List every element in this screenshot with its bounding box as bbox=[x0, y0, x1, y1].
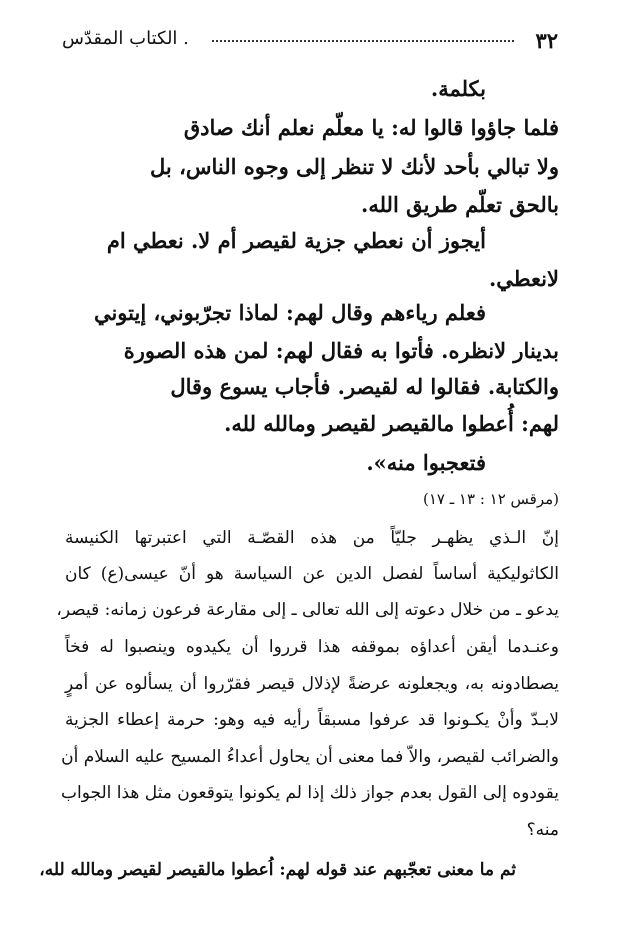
verse-line: بالحق تعلّم طريق الله. bbox=[361, 192, 559, 217]
paragraph-line: الكاثوليكية أساساً لفصل الدين عن السياسة هو أنّ عيسى(ع) كان bbox=[65, 564, 559, 584]
paragraph-line: يصطادونه به، ويجعلونه عرضةً لإذلال قيصر فقرّروا أن يسألوه عن أمرٍ bbox=[65, 674, 559, 694]
verse-line: فعلم رياءهم وقال لهم: لماذا تجرّبوني، إيتوني bbox=[93, 300, 486, 325]
paragraph-line: يدعو ـ من خلال دعوته إلى الله تعالى ـ إلى مقارعة فرعون زمانه: قيصر، bbox=[56, 600, 559, 620]
paragraph-line: لابـدّ وأنْ يكـونوا قد عرفوا مسبقاً رأيه فيه وهو: حرمة إعطاء الجزية bbox=[65, 710, 559, 730]
paragraph-line: منه؟ bbox=[526, 820, 559, 840]
paragraph-line: والضرائب لقيصر، والاّ فما معنى أن يحاول أعداءُ المسيح عليه السلام أن bbox=[61, 747, 559, 767]
page-number: ٣٢ bbox=[535, 28, 558, 53]
verse-line: ولا تبالي بأحد لأنك لا تنظر إلى وجوه الناس، بل bbox=[150, 154, 559, 179]
paragraph-line: وعنـدما أيقن أعداؤه بموقفه هذا قرروا أن يكيدوه وينصبوا له فخاً bbox=[65, 637, 559, 657]
paragraph-line: إنّ الـذي يظهـر جليّاً من هذه القصّـة التي اعتبرتها الكنيسة bbox=[65, 528, 559, 548]
question-line: ثم ما معنى تعجّبهم عند قوله لهم: اُعطوا مالقيصر لقيصر ومالله لله، bbox=[39, 860, 516, 880]
verse-line: فتعجبوا منه». bbox=[366, 450, 486, 475]
verse-line: فلما جاؤوا قالوا له: يا معلّم نعلم أنك صادق bbox=[183, 115, 559, 140]
verse-line: والكتابة. فقالوا له لقيصر. فأجاب يسوع وقال bbox=[170, 374, 559, 399]
verse-line: بدينار لانظره. فأتوا به فقال لهم: لمن هذه الصورة bbox=[123, 338, 559, 363]
verse-line: أيجوز أن نعطي جزية لقيصر أم لا. نعطي ام bbox=[106, 228, 486, 253]
running-header bbox=[62, 28, 558, 58]
paragraph-line: يقودوه إلى القول بعدم جواز ذلك إذا لم يكونوا يتوقعون مثل هذا الجواب bbox=[60, 783, 559, 803]
header-dot-leader bbox=[212, 40, 514, 42]
verse-line: بكلمة. bbox=[430, 76, 486, 101]
scripture-reference: (مرقس ١٢ : ١٣ ـ ١٧) bbox=[423, 490, 559, 508]
running-title: . الكتاب المقدّس bbox=[62, 28, 189, 49]
verse-line: لهم: أُعطوا مالقيصر لقيصر ومالله لله. bbox=[224, 411, 559, 436]
verse-line: لانعطي. bbox=[489, 266, 559, 291]
